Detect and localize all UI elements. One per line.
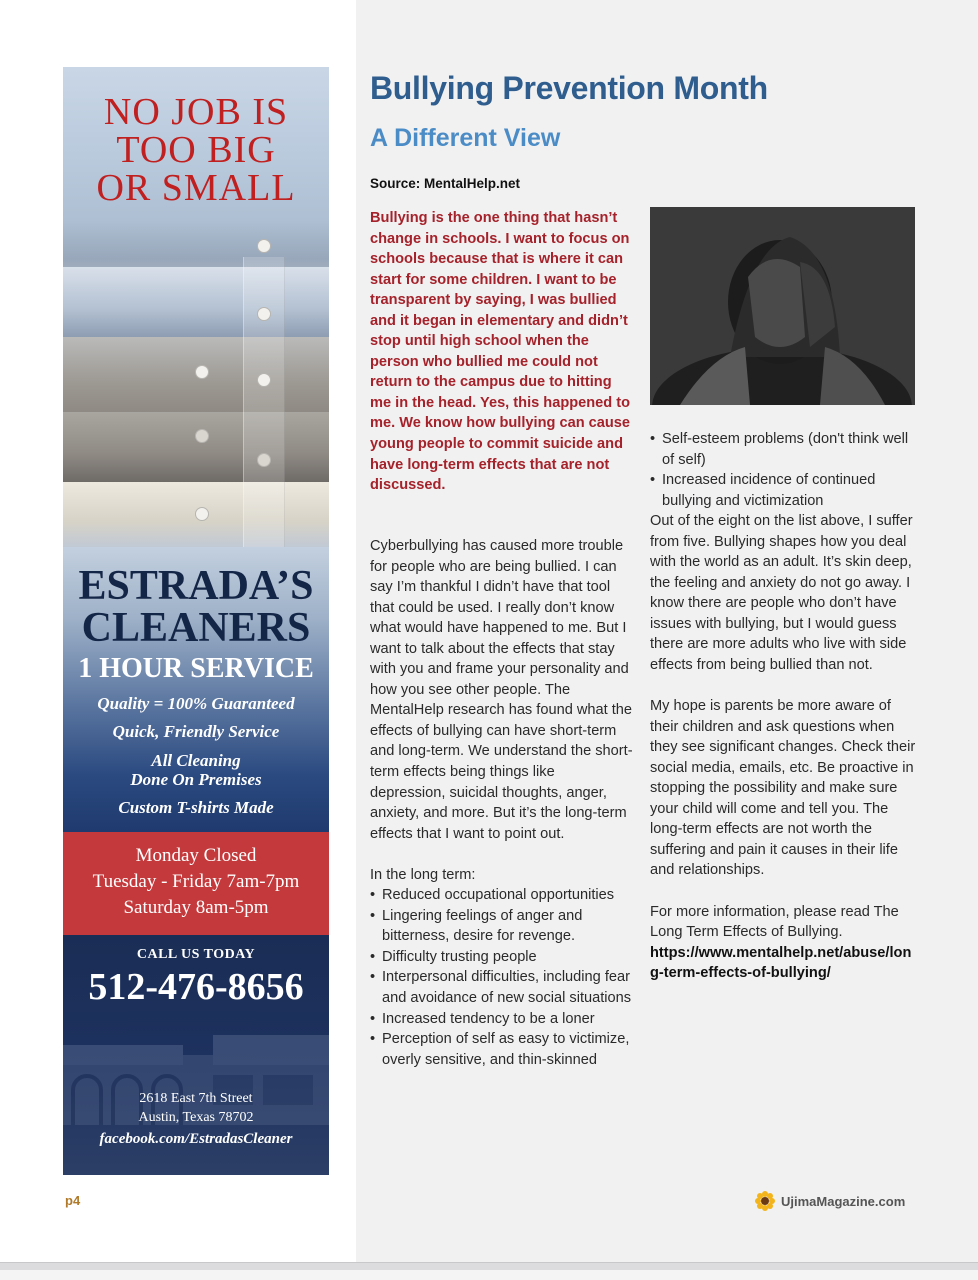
shirts-photo xyxy=(63,67,329,547)
article-column-1 xyxy=(370,536,634,1070)
ad-headline-line: NO JOB IS xyxy=(103,91,289,133)
footer-brand[interactable] xyxy=(755,1190,905,1212)
list-item: • Increased tendency to be a loner xyxy=(370,1009,634,1030)
sunflower-icon xyxy=(755,1191,775,1211)
article-intro: Bullying is the one thing that hasn’t change in schools. I want to focus on schools because that is where it can start for some children. I want to be transparent by saying, I was bullied and it began in elementary and didn’t stop until high school when the person who bullied me could not return to the campus due to hitting me in the head. Yes, this happened to me. We know how bullying can cause young people to commit suicide and have long-term effects that are not discussed. xyxy=(370,210,631,494)
article-title: Bullying Prevention Month xyxy=(370,70,768,106)
hours-line: Monday Closed xyxy=(135,845,257,866)
shirt-fold xyxy=(63,267,329,337)
ad-brand-section xyxy=(63,547,329,832)
ad-headline-line: OR SMALL xyxy=(96,167,296,209)
brand-name: UjimaMagazine.com xyxy=(781,1193,906,1209)
spacer xyxy=(370,844,634,865)
business-name-line: ESTRADA’S xyxy=(78,563,314,609)
article-photo xyxy=(650,207,915,405)
person-covering-face-image xyxy=(650,207,915,405)
estradas-cleaners-ad[interactable] xyxy=(63,67,329,1175)
list-intro: In the long term: xyxy=(370,866,476,883)
shirt-fold xyxy=(63,412,329,482)
article-paragraph: My hope is parents be more aware of their children and ask questions when they see significant changes. Check their social media, emails, etc. Be proactive in stopping the possibility and make sure your child will come and tell you. The long-term effects are not worth the suffering and pain it causes in their life and relationships. xyxy=(650,698,916,879)
spacer xyxy=(650,676,918,697)
list-item: • Reduced occupational opportunities xyxy=(370,885,634,906)
spacer xyxy=(650,881,918,902)
ad-tagline: All Cleaning xyxy=(151,751,241,770)
article-paragraph: Cyberbullying has caused more trouble for people who are being bullied. I can say I’m thankful I didn’t have that tool that could be used. I really don’t know what would have happened to me. But I want to talk about the effects that stay with you and frame your personality and how you see other people. The MentalHelp research has found what the effects of bullying can have short-term and long-term. We understand the short-term effects being things like depression, suicidal thoughts, anger, anxiety, and more. But it’s the long-term effects that I want to point out. xyxy=(370,538,633,842)
hours-line: Saturday 8am-5pm xyxy=(123,897,269,918)
contact-section xyxy=(63,935,329,1175)
business-name xyxy=(63,565,329,649)
shirt-button-icon xyxy=(195,507,209,521)
ad-tagline: Quality = 100% Guaranteed xyxy=(97,694,295,713)
call-us-label: CALL US TODAY xyxy=(136,947,256,962)
next-page-edge xyxy=(0,1270,978,1280)
article-subtitle: A Different View xyxy=(370,124,561,152)
facebook-link[interactable]: facebook.com/EstradasCleaner xyxy=(99,1131,293,1147)
list-item: • Difficulty trusting people xyxy=(370,947,634,968)
shirt-placket xyxy=(243,257,285,547)
shirt-button-icon xyxy=(195,365,209,379)
article-column-2 xyxy=(650,429,918,984)
ad-tagline: Custom T-shirts Made xyxy=(118,798,274,817)
more-info-text: For more information, please read The Long Term Effects of Bullying. xyxy=(650,903,899,941)
page-number: p4 xyxy=(65,1193,81,1208)
article-source: Source: MentalHelp.net xyxy=(370,176,521,191)
list-item: • Increased incidence of continued bullying and victimization xyxy=(650,470,918,511)
effects-list-continued xyxy=(650,429,918,511)
business-name-line: CLEANERS xyxy=(81,605,311,651)
shirt-button-icon xyxy=(257,453,271,467)
ad-tagline: Quick, Friendly Service xyxy=(112,722,280,741)
shirt-button-icon xyxy=(257,373,271,387)
address-line: Austin, Texas 78702 xyxy=(138,1110,254,1125)
business-hours xyxy=(63,832,329,935)
effects-list xyxy=(370,885,634,1070)
shirt-button-icon xyxy=(257,239,271,253)
mentalhelp-link[interactable]: https://www.mentalhelp.net/abuse/long-term-effects-of-bullying/ xyxy=(650,944,912,982)
list-item: • Perception of self as easy to victimize, overly sensitive, and thin-skinned xyxy=(370,1029,634,1070)
hours-line: Tuesday - Friday 7am-7pm xyxy=(92,871,300,892)
list-item: • Interpersonal difficulties, including fear and avoidance of new social situations xyxy=(370,967,634,1008)
ad-tagline: Done On Premises xyxy=(130,770,262,789)
phone-number[interactable]: 512-476-8656 xyxy=(88,966,304,1008)
shirt-button-icon xyxy=(257,307,271,321)
service-banner: 1 HOUR SERVICE xyxy=(78,653,314,684)
list-item: • Self-esteem problems (don't think well of self) xyxy=(650,429,918,470)
ad-headline-line: TOO BIG xyxy=(116,129,276,171)
ad-headline xyxy=(63,93,329,207)
list-item: • Lingering feelings of anger and bitterness, desire for revenge. xyxy=(370,906,634,947)
address-line: 2618 East 7th Street xyxy=(139,1091,253,1106)
article-paragraph: Out of the eight on the list above, I suffer from five. Bullying shapes how you deal with the world as an adult. It’s skin deep, the feeling and anxiety do not go away. I know there are people who don’t have issues with bullying, but I would guess there are more adults who live with side effects from being bullied than not. xyxy=(650,513,913,674)
shirt-button-icon xyxy=(195,429,209,443)
